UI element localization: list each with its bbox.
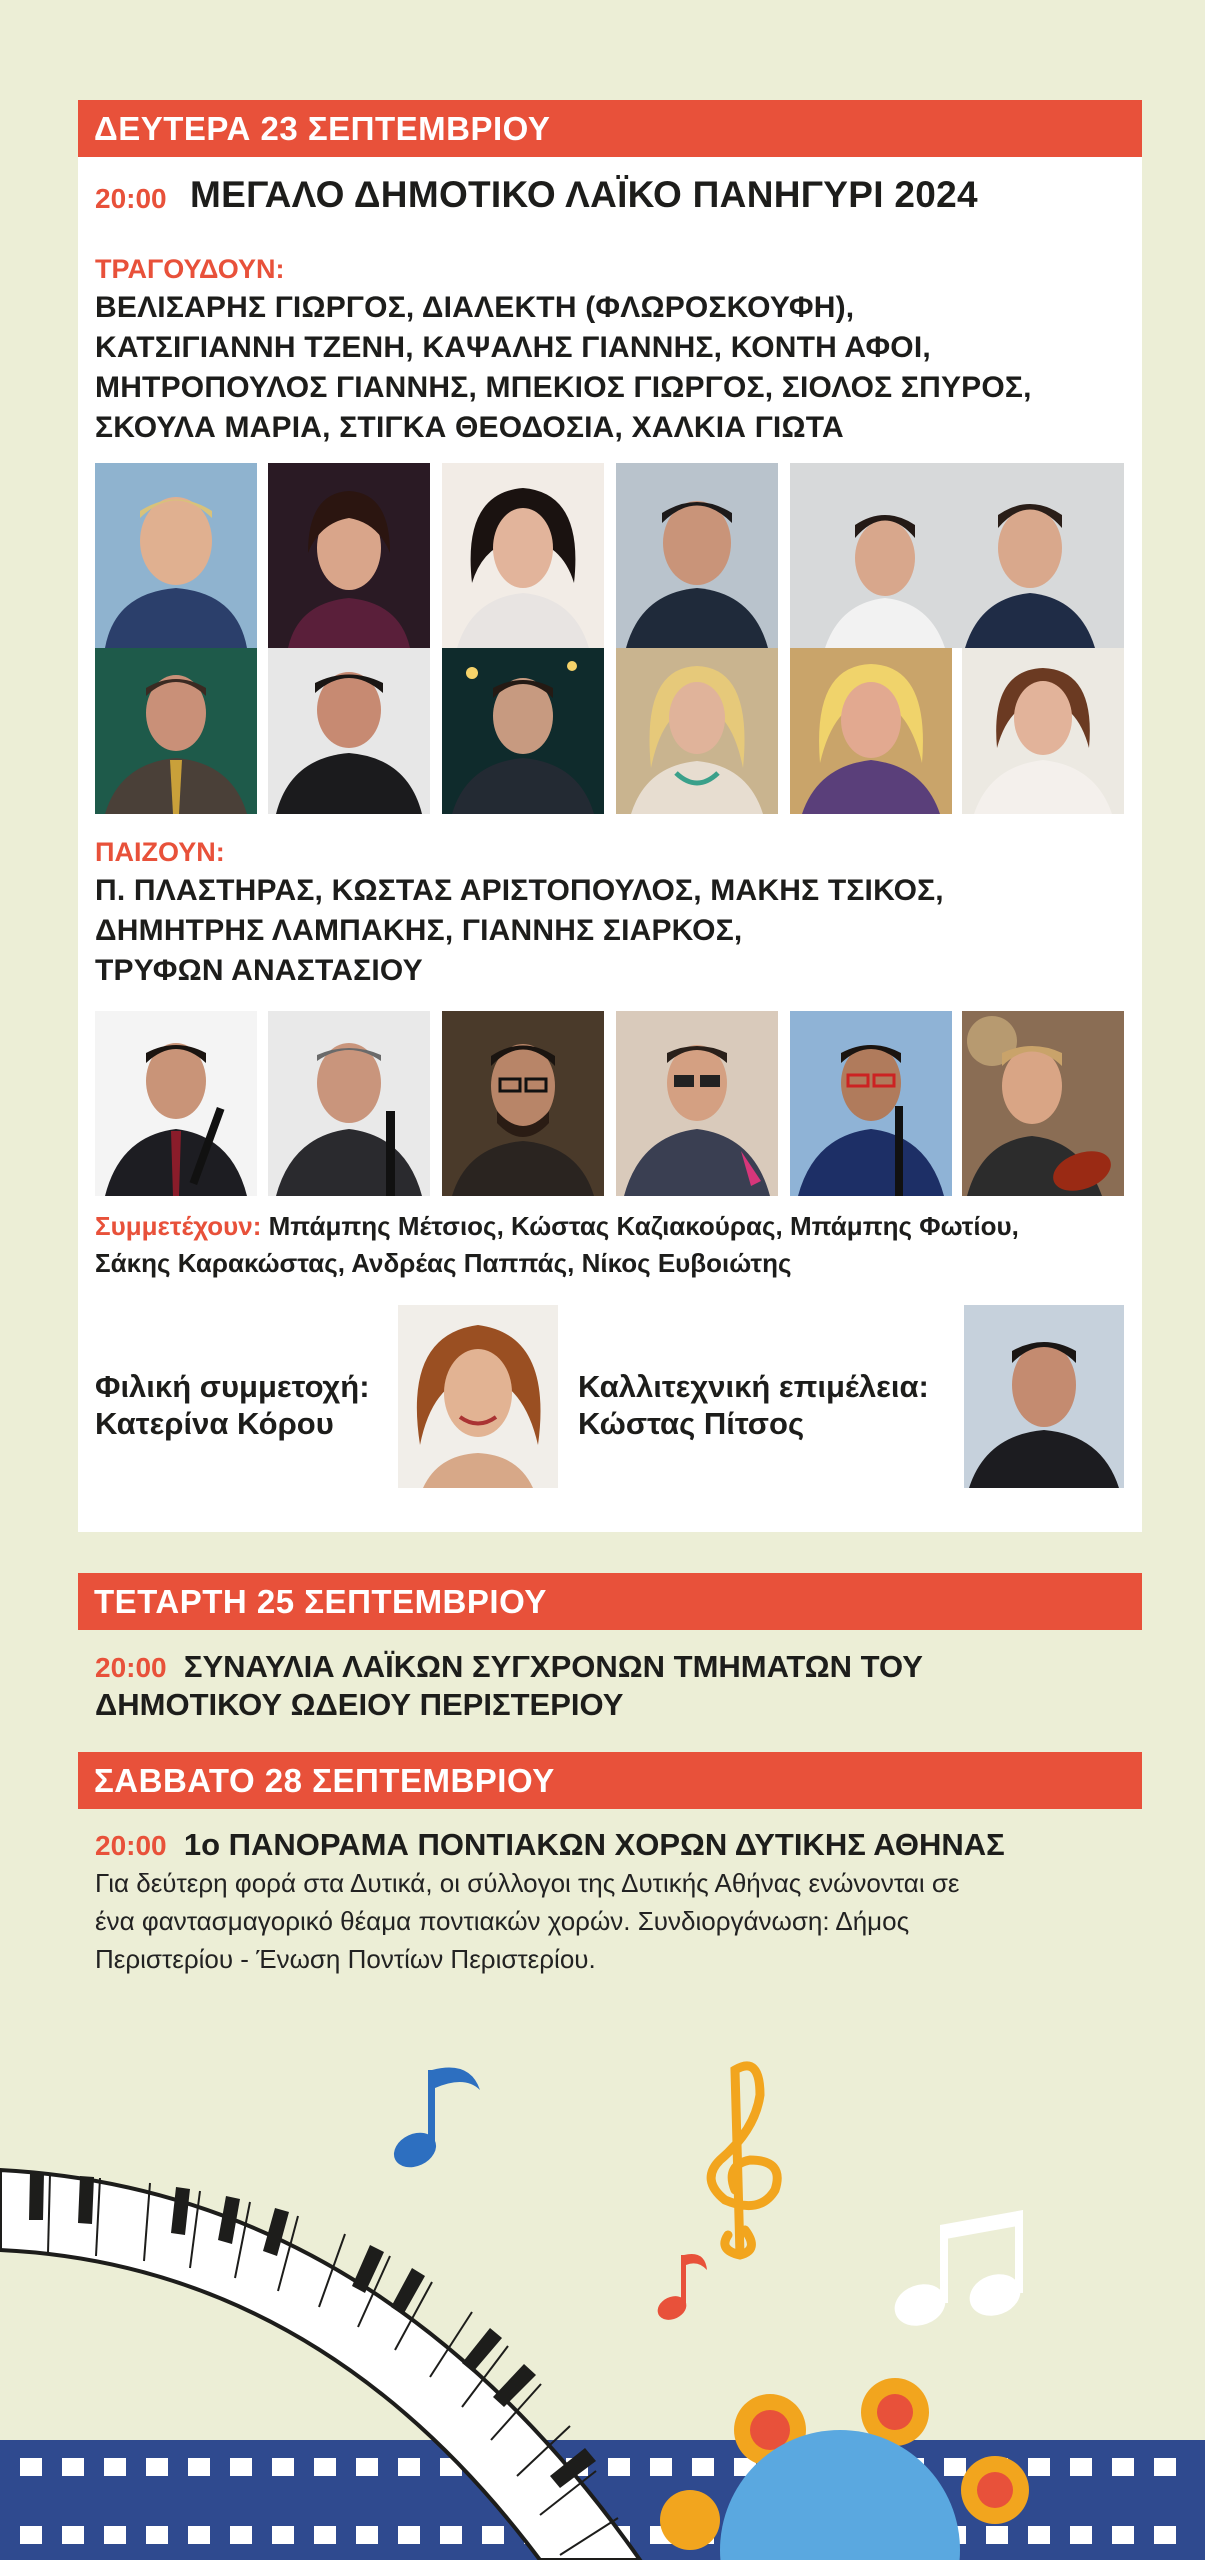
singers-line: ΣΚΟΥΛΑ ΜΑΡΙΑ, ΣΤΙΓΚΑ ΘΕΟΔΟΣΙΑ, ΧΑΛΚΙΑ ΓΙΩΤΑ [95,411,844,444]
event-time: 20:00 [95,183,167,214]
singer-photo [962,648,1124,814]
friendly-guest-photo [398,1305,558,1488]
singer-photo [616,648,778,814]
blue-music-note-icon [388,2068,480,2174]
participants-line: Σάκης Καρακώστας, Ανδρέας Παππάς, Νίκος Ευβοιώτης [95,1248,792,1278]
singer-photo [268,648,430,814]
singer-photo [616,463,778,648]
musicians-line: ΔΗΜΗΤΡΗΣ ΛΑΜΠΑΚΗΣ, ΓΙΑΝΝΗΣ ΣΙΑΡΚΟΣ, [95,914,743,947]
singer-photo [268,463,430,648]
singer-photo [95,648,257,814]
participants-text [95,1208,1140,1282]
musicians-label: ΠΑΙΖΟΥΝ: [95,837,225,867]
event-description: Για δεύτερη φορά στα Δυτικά, οι σύλλογοι της Δυτικής Αθήνας ενώνονται σε ένα φαντασμαγορικό θέαμα ποντιακών χορών. Συνδιοργάνωση: Δήμος Περιστερίου - Ένωση Ποντίων Περιστερίου. [95,1868,960,1974]
musicians-line: ΤΡΥΦΩΝ ΑΝΑΣΤΑΣΙΟΥ [95,954,423,987]
red-music-note-icon [654,2254,707,2324]
singers-line: ΒΕΛΙΣΑΡΗΣ ΓΙΩΡΓΟΣ, ΔΙΑΛΕΚΤΗ (ΦΛΩΡΟΣΚΟΥΦΗ), [95,291,855,324]
artistic-name: Κώστας Πίτσος [578,1406,805,1441]
artistic-label: Καλλιτεχνική επιμέλεια: [578,1369,929,1404]
singers-label: ΤΡΑΓΟΥΔΟΥΝ: [95,254,285,284]
event-saturday [95,1826,1140,1978]
event-wednesday [95,1648,923,1723]
date-banner-monday: ΔΕΥΤΕΡΑ 23 ΣΕΠΤΕΜΒΡΙΟΥ [78,100,1142,157]
event-time: 20:00 [95,1652,167,1683]
event-title-line: ΣΥΝΑΥΛΙΑ ΛΑΪΚΩΝ ΣΥΓΧΡΟΝΩΝ ΤΜΗΜΑΤΩΝ ΤΟΥ [183,1649,923,1684]
singers-line: ΜΗΤΡΟΠΟΥΛΟΣ ΓΙΑΝΝΗΣ, ΜΠΕΚΙΟΣ ΓΙΩΡΓΟΣ, ΣΙΟΛΟΣ ΣΠΥΡΟΣ, [95,371,1032,404]
singers-line: ΚΑΤΣΙΓΙΑΝΝΗ ΤΖΕΝΗ, ΚΑΨΑΛΗΣ ΓΙΑΝΝΗΣ, ΚΟΝΤΗ ΑΦΟΙ, [95,331,931,364]
event-time: 20:00 [95,1830,167,1861]
white-music-note-icon [889,2210,1027,2333]
musician-photo [268,1011,430,1196]
date-banner-wednesday: ΤΕΤΑΡΤΗ 25 ΣΕΠΤΕΜΒΡΙΟΥ [78,1573,1142,1630]
musician-photo [962,1011,1124,1196]
friendly-label: Φιλική συμμετοχή: [95,1369,370,1404]
singer-photo [95,463,257,648]
singer-photo [442,648,604,814]
musician-photo [790,1011,952,1196]
event-title-line: ΔΗΜΟΤΙΚΟΥ ΩΔΕΙΟΥ ΠΕΡΙΣΤΕΡΙΟΥ [95,1687,624,1722]
friendly-name: Κατερίνα Κόρου [95,1406,334,1441]
date-banner-saturday: ΣΑΒΒΑΤΟ 28 ΣΕΠΤΕΜΒΡΙΟΥ [78,1752,1142,1809]
singer-photo [790,648,952,814]
musician-photo [442,1011,604,1196]
artistic-direction [578,1368,929,1442]
music-decoration [0,2050,1205,2560]
musician-photo [95,1011,257,1196]
participants-label: Συμμετέχουν: [95,1211,262,1241]
musicians-line: Π. ΠΛΑΣΤΗΡΑΣ, ΚΩΣΤΑΣ ΑΡΙΣΤΟΠΟΥΛΟΣ, ΜΑΚΗΣ ΤΣΙΚΟΣ, [95,874,944,907]
musician-photo [616,1011,778,1196]
participants-line: Μπάμπης Μέτσιος, Κώστας Καζιακούρας, Μπάμπης Φωτίου, [268,1211,1019,1241]
treble-clef-icon [711,2066,777,2255]
singer-photo-duo [790,463,1124,648]
singer-photo [442,463,604,648]
friendly-participation [95,1368,370,1442]
singers-list [95,288,1135,448]
artistic-director-photo [964,1305,1124,1488]
event-title: 1ο ΠΑΝΟΡΑΜΑ ΠΟΝΤΙΑΚΩΝ ΧΟΡΩΝ ΔΥΤΙΚΗΣ ΑΘΗΝΑΣ [183,1827,1005,1862]
event-title: ΜΕΓΑΛΟ ΔΗΜΟΤΙΚΟ ΛΑΪΚΟ ΠΑΝΗΓΥΡΙ 2024 [190,174,978,215]
musicians-list [95,871,1135,991]
